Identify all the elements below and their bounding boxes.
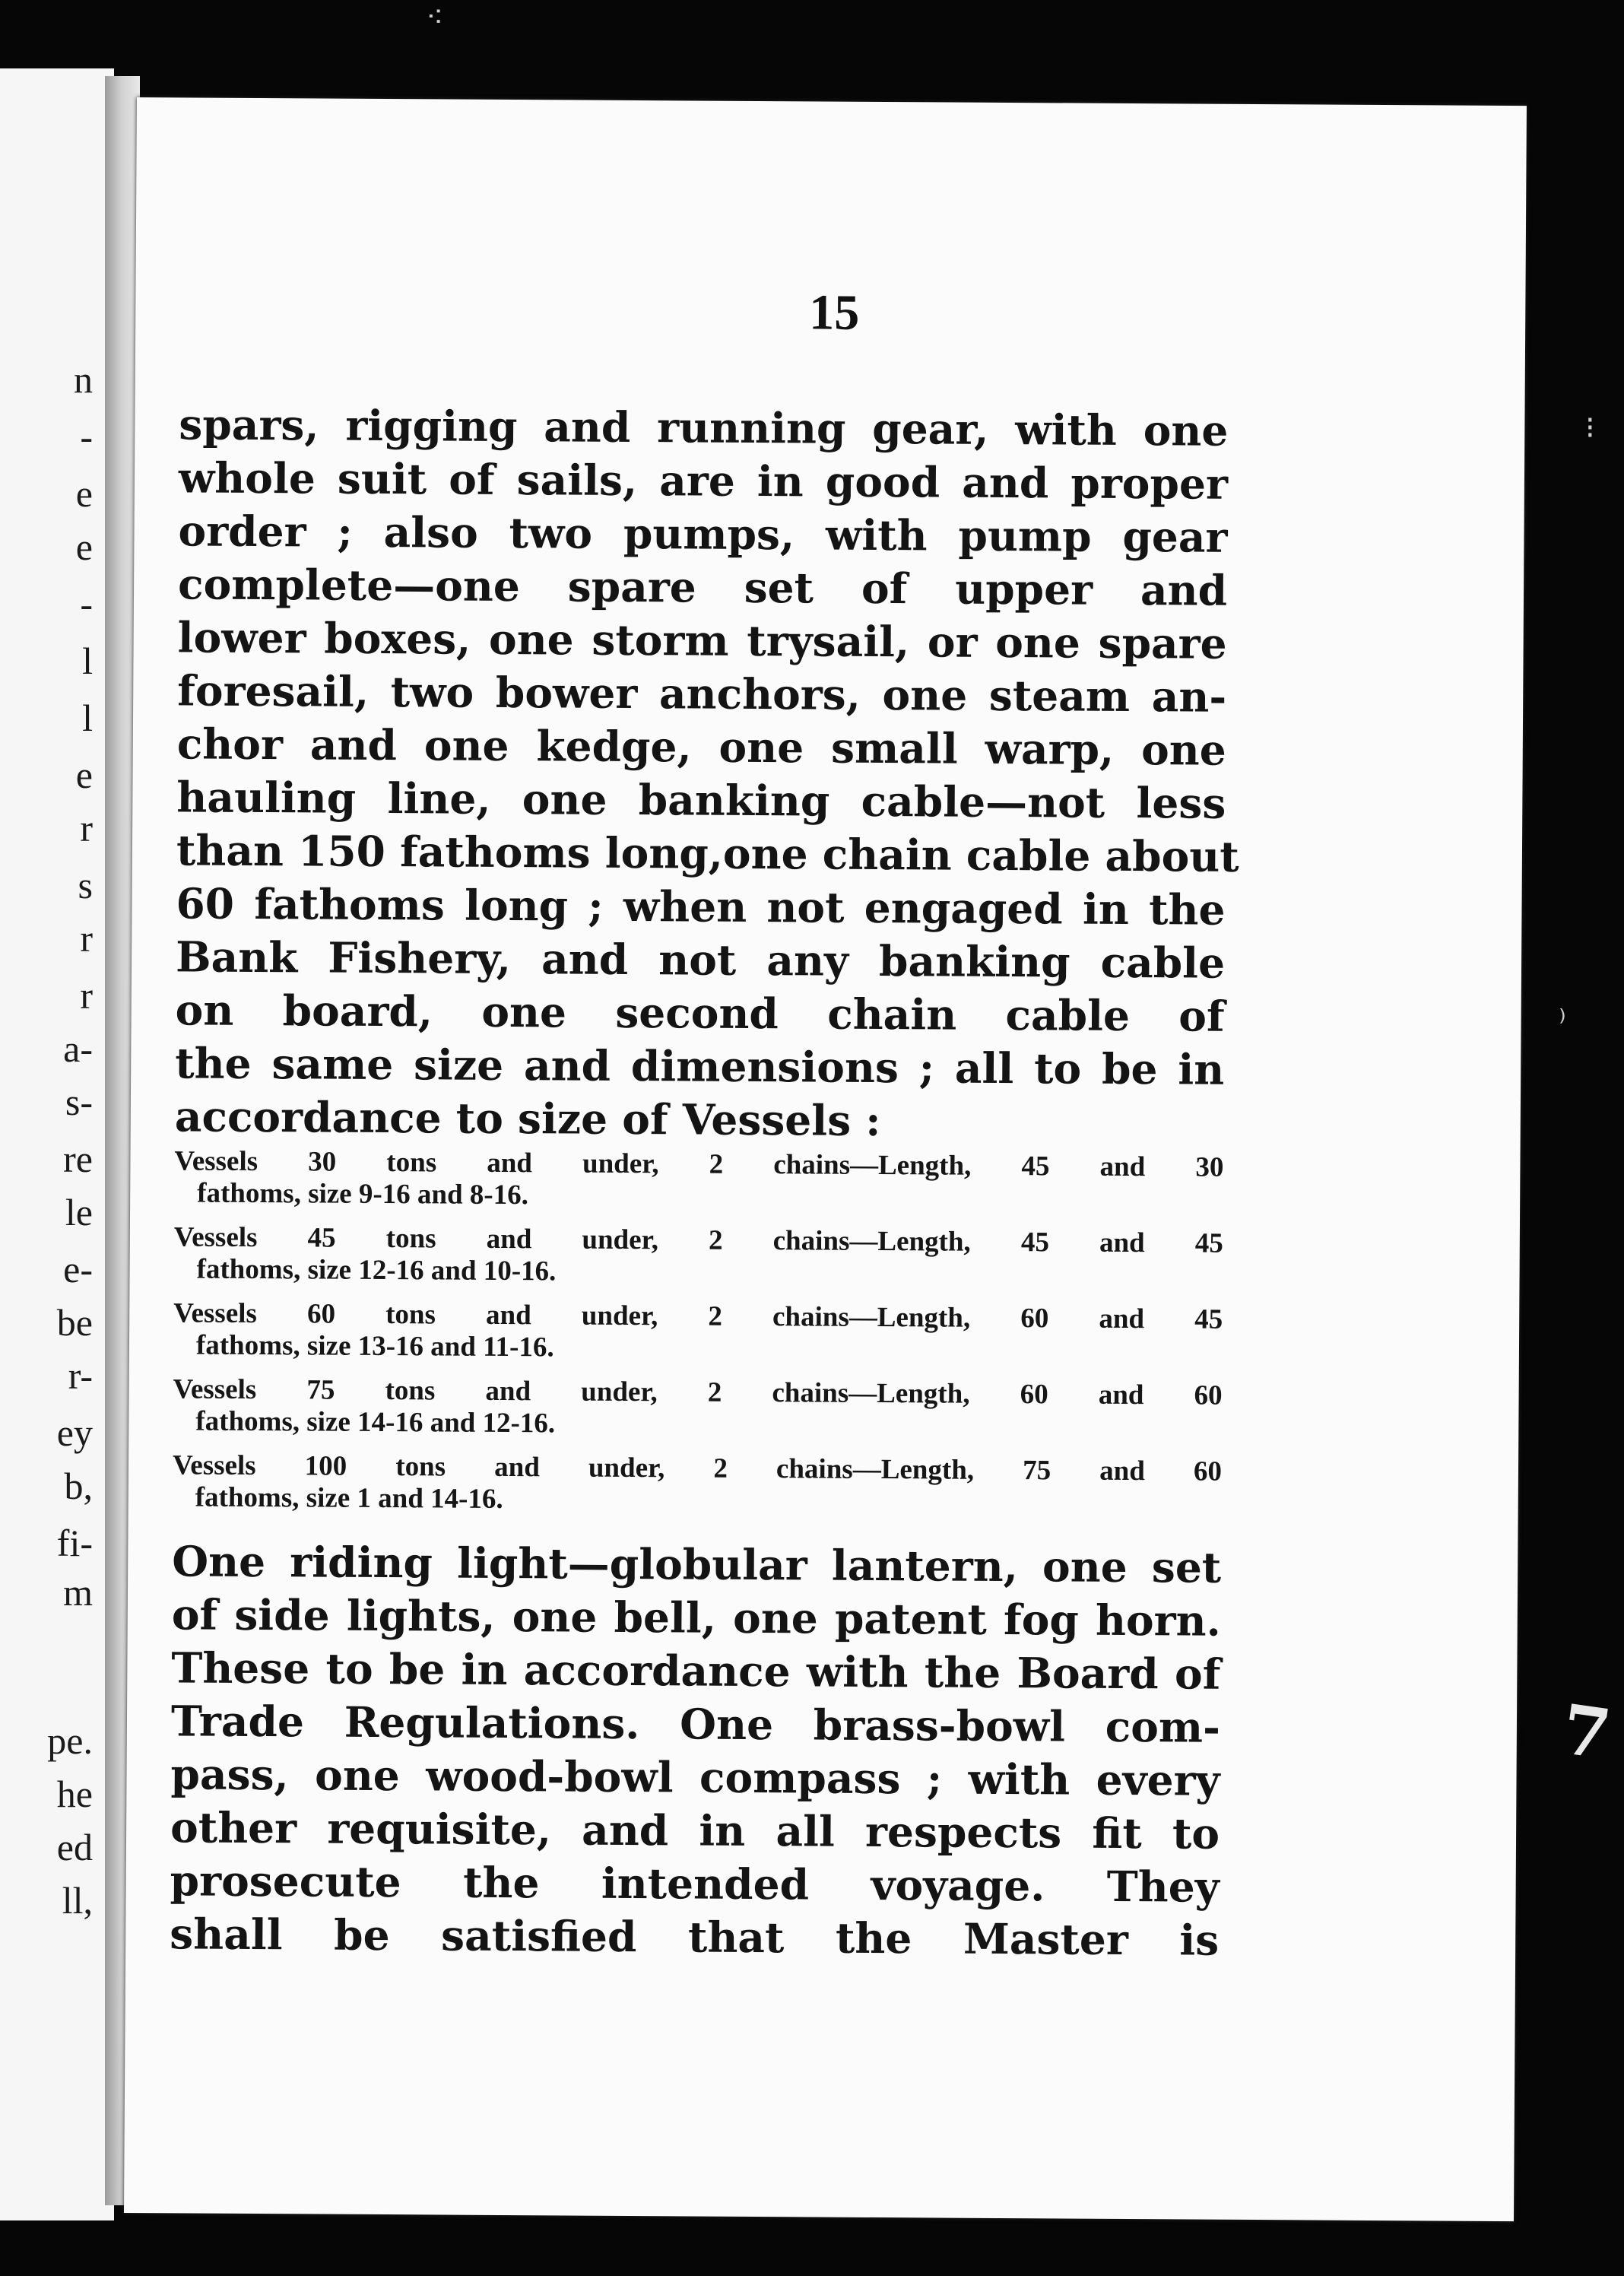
previous-page-text-fragment: ey [56,1411,93,1454]
page-15 [124,97,1527,2221]
previous-page-text-fragment: e [75,525,93,568]
vessel-entry-60-tons [173,1297,1223,1379]
text-line: hauling line, one banking cable—not less [176,772,1226,828]
text-line: Trade Regulations. One brass-bowl com- [170,1696,1221,1752]
vessel-entry-line: Vessels 100 tons and under, 2 chains—Length, 75 and 60 [172,1449,1223,1487]
vessel-entry-line: Vessels 60 tons and under, 2 chains—Length, 60 and 45 [173,1297,1223,1335]
paragraph-equipment-requirements [174,398,1239,1149]
margin-mark: 7 [1556,1689,1616,1776]
previous-page-text-fragment: r [80,974,93,1017]
vessel-entry-line: fathoms, size 14-16 and 12-16. [195,1405,556,1440]
previous-page-text-fragment: e [75,754,93,796]
text-line: chor and one kedge, one small warp, one [176,719,1226,775]
previous-page-text-fragment: a- [63,1027,93,1070]
vessel-chain-table [173,1145,1224,1532]
text-line: pass, one wood-bowl compass ; with every [170,1749,1220,1805]
text-line: whole suit of sails, are in good and proper [178,452,1229,509]
vessel-entry-line: Vessels 45 tons and under, 2 chains—Length, 45 and 45 [173,1221,1223,1259]
previous-page-text-fragment: pe. [47,1719,93,1762]
text-line: of side lights, one bell, one patent fog horn. [171,1589,1221,1646]
vessel-entry-line: fathoms, size 12-16 and 10-16. [196,1253,557,1287]
text-line: prosecute the intended voyage. They [170,1855,1220,1912]
scan-dust-speck: ⁖ [426,0,444,35]
previous-page-text-fragment: re [63,1138,93,1180]
previous-page-text-fragment: e [75,472,93,515]
previous-page-text-fragment: r- [68,1354,93,1397]
previous-page-text-fragment: be [56,1301,93,1344]
previous-page-text-fragment: s- [65,1081,93,1123]
text-line: shall be satisfied that the Master is [170,1909,1220,1965]
vessel-entry-45-tons [173,1221,1223,1303]
previous-page-text-fragment: l [82,640,93,682]
vessel-entry-line: Vessels 30 tons and under, 2 chains—Length, 45 and 30 [174,1145,1224,1183]
text-line: foresail, two bower anchors, one steam an- [177,665,1227,722]
previous-page-text-fragment: he [56,1773,93,1815]
page-number: 15 [809,284,860,341]
previous-page-text-fragment: r [80,917,93,960]
text-line: the same size and dimensions ; all to be in [175,1038,1225,1094]
text-line: complete—one spare set of upper and [177,559,1228,615]
vessel-entry-line: fathoms, size 9-16 and 8-16. [197,1177,529,1211]
text-line: order ; also two pumps, with pump gear [178,506,1228,562]
vessel-entry-100-tons [173,1449,1223,1532]
text-line: than 150 fathoms long,one chain cable about [176,825,1239,881]
previous-page-text-fragment: ll, [62,1879,93,1922]
paragraph-lights-and-compass [170,1535,1221,1967]
text-line: other requisite, and in all respects fit to [170,1802,1220,1859]
vessel-entry-line: Vessels 75 tons and under, 2 chains—Length, 60 and 60 [173,1373,1223,1411]
previous-page-text-fragment: e- [63,1248,93,1290]
previous-page-text-fragment: le [65,1191,93,1233]
vessel-entry-line: fathoms, size 13-16 and 11-16. [195,1329,554,1363]
previous-page-text-fragment: b, [64,1465,93,1507]
text-line: 60 fathoms long ; when not engaged in the [176,878,1226,935]
previous-page-text-fragment: - [80,415,93,458]
previous-page-text-fragment: m [63,1571,93,1614]
text-line: spars, rigging and running gear, with one [179,399,1229,456]
previous-page-text-fragment: ed [56,1826,93,1868]
text-line: These to be in accordance with the Board of [171,1643,1221,1699]
previous-page-text-fragment: fi- [56,1522,93,1564]
previous-page-text-fragment: l [82,697,93,739]
previous-page-text-fragment: - [80,582,93,625]
text-line: Bank Fishery, and not any banking cable [175,932,1226,988]
previous-page-text-fragment: r [80,807,93,849]
scan-dust-speck: ⁝ [1585,411,1595,446]
text-line: One riding light—globular lantern, one set [172,1536,1222,1592]
vessel-entry-30-tons [174,1145,1224,1227]
text-line: accordance to size of Vessels : [174,1091,881,1146]
previous-page-text-fragment: s [78,864,93,906]
previous-page-edge [0,68,114,2220]
text-line: on board, one second chain cable of [175,985,1225,1041]
text-line: lower boxes, one storm trysail, or one spare [177,612,1227,668]
vessel-entry-75-tons [173,1373,1223,1455]
vessel-entry-line: fathoms, size 1 and 14-16. [195,1481,503,1515]
previous-page-text-fragment: n [74,358,93,401]
scan-dust-speck: ⁾ [1559,1004,1566,1039]
